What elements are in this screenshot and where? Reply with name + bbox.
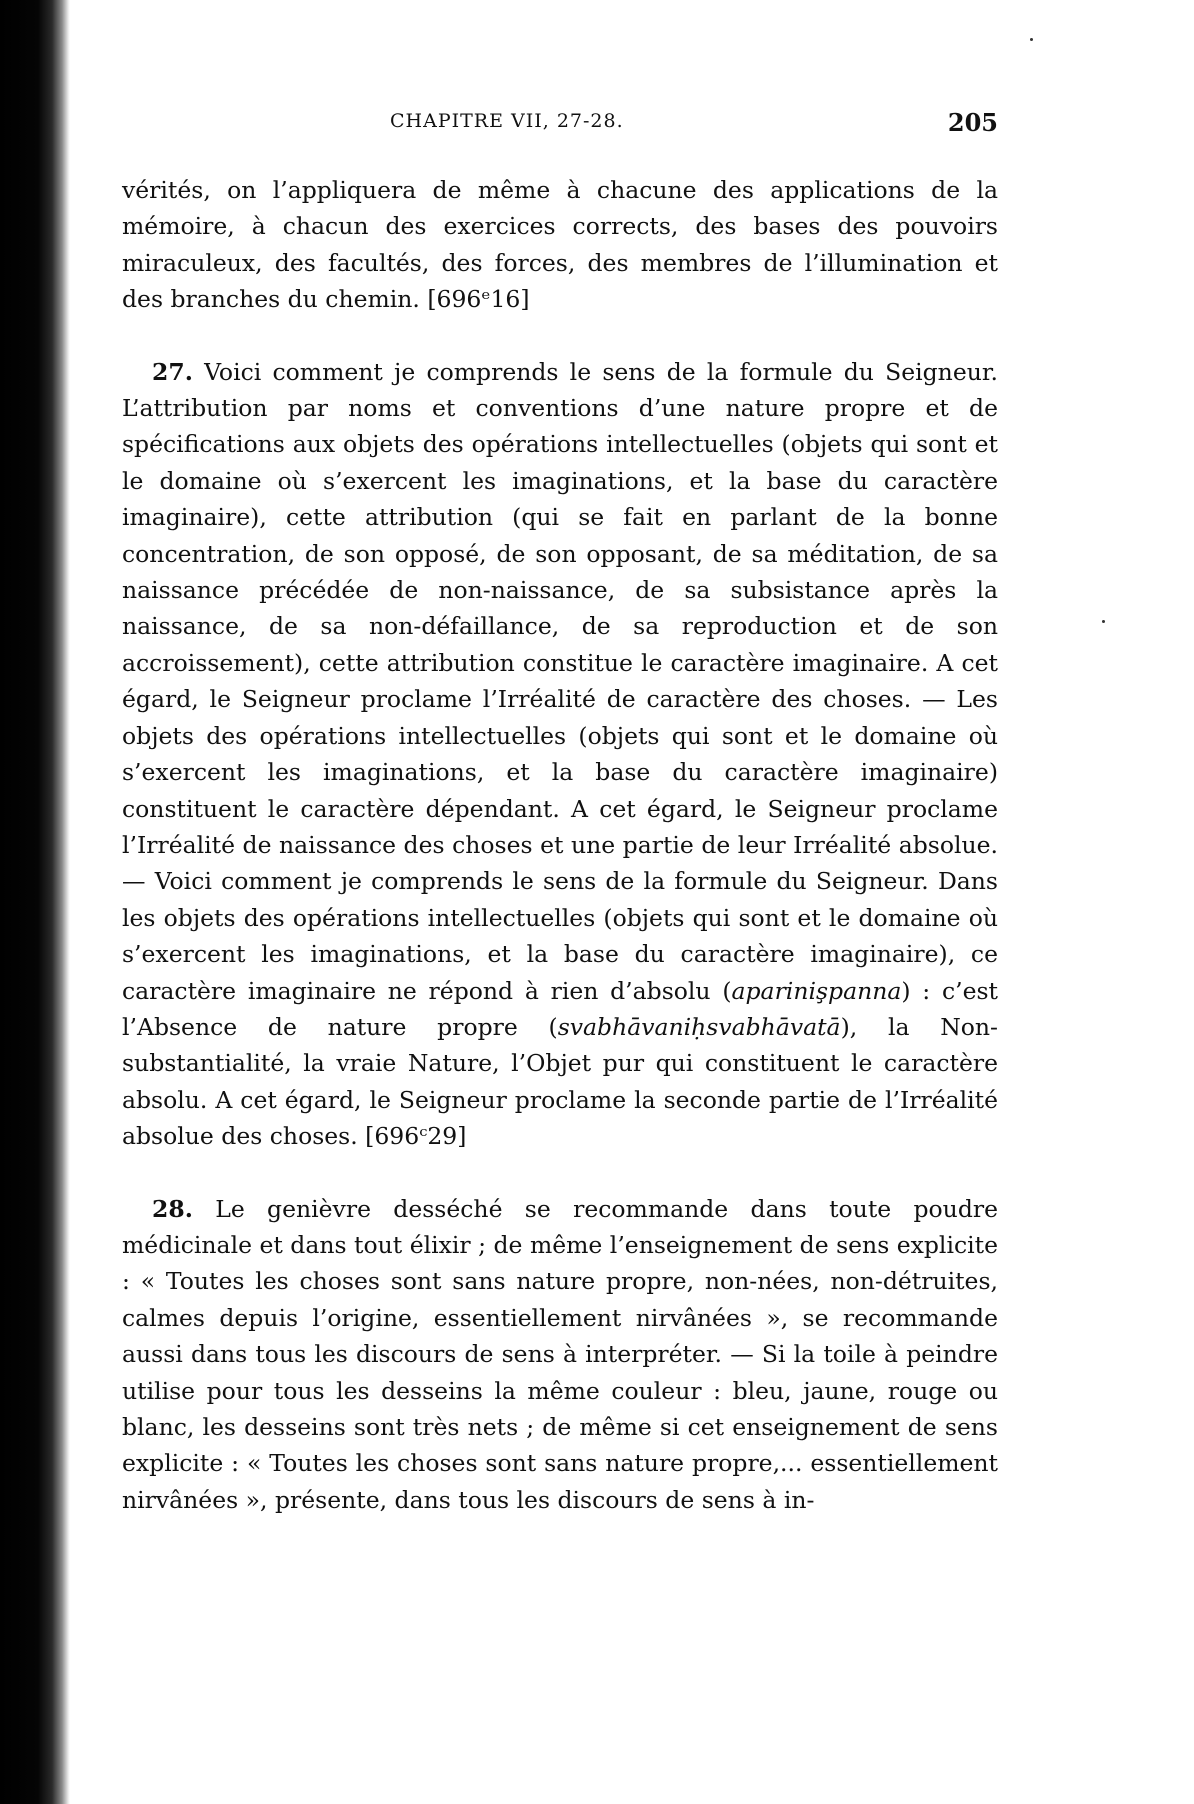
paragraph-text: vérités, on l’appliquera de même à chacune des applications de la mémoire, à chacun des exercices corrects, des bases des pouvoirs miraculeux, des facultés, des forces, des membres de l’illumination et des branches du chemin. [696ᵉ16] <box>122 176 998 314</box>
scan-speck <box>1102 620 1105 623</box>
page-header <box>122 108 998 148</box>
page-number: 205 <box>947 108 998 137</box>
paragraph-continuation <box>122 172 998 318</box>
paragraph-text: Le genièvre desséché se recommande dans toute poudre médicinale et dans tout élixir ; de même l’enseignement de sens explicite : « Toutes les choses sont sans nature propre, non-nées, non-détruites, calmes depuis l’origine, essentiellement nirvânées », se recommande aussi dans tous les discours de sens à interpréter. — Si la toile à peindre utilise pour tous les desseins la même couleur : bleu, jaune, rouge ou blanc, les desseins sont très nets ; de même si cet enseignement de sens explicite : « Toutes les choses sont sans nature propre,... essentiellement nirvânées », présente, dans tous les discours de sens à in- <box>122 1194 998 1514</box>
paragraph-text: ) : c’est l’Absence de nature propre ( <box>122 976 998 1041</box>
scan-speck <box>1030 38 1033 41</box>
paragraph-number: 28. <box>152 1194 193 1223</box>
paragraph-number: 27. <box>152 357 193 386</box>
paragraph-text: ), la Non-substantialité, la vraie Nature, l’Objet pur qui constituent le caractère absolu. A cet égard, le Seigneur proclame la seconde partie de l’Irréalité absolue des choses. [696ᶜ29] <box>122 1012 998 1151</box>
scan-binding-shadow <box>0 0 70 1804</box>
running-title: CHAPITRE VII, 27-28. <box>390 110 624 132</box>
sanskrit-term: svabhāvaniḥsvabhāvatā <box>557 1012 841 1041</box>
paragraph-27 <box>122 354 998 1155</box>
paragraph-28 <box>122 1191 998 1519</box>
page-body <box>122 172 998 1518</box>
sanskrit-term: aparinişpanna <box>731 976 902 1005</box>
paragraph-text: Voici comment je comprends le sens de la formule du Seigneur. L’attribution par noms et conventions d’une nature propre et de spécifications aux objets des opérations intellectuelles (objets qui sont et le domaine où s’exercent les imaginations, et la base du caractère imaginaire), cette attribution (qui se fait en parlant de la bonne concentration, de son opposé, de son opposant, de sa méditation, de sa naissance précédée de non-naissance, de sa subsistance après la naissance, de sa non-défaillance, de sa reproduction et de son accroissement), cette attribution constitue le caractère imaginaire. A cet égard, le Seigneur proclame l’Irréalité de caractère des choses. — Les objets des opérations intellectuelles (objets qui sont et le domaine où s’exercent les imaginations, et la base du caractère imaginaire) constituent le caractère dépendant. A cet égard, le Seigneur proclame l’Irréalité de naissance des choses et une partie de leur Irréalité absolue. — Voici comment je comprends le sens de la formule du Seigneur. Dans les objets des opérations intellectuelles (objets qui sont et le domaine où s’exercent les imaginations, et la base du caractère imaginaire), ce caractère imaginaire ne répond à rien d’absolu ( <box>122 357 998 1005</box>
